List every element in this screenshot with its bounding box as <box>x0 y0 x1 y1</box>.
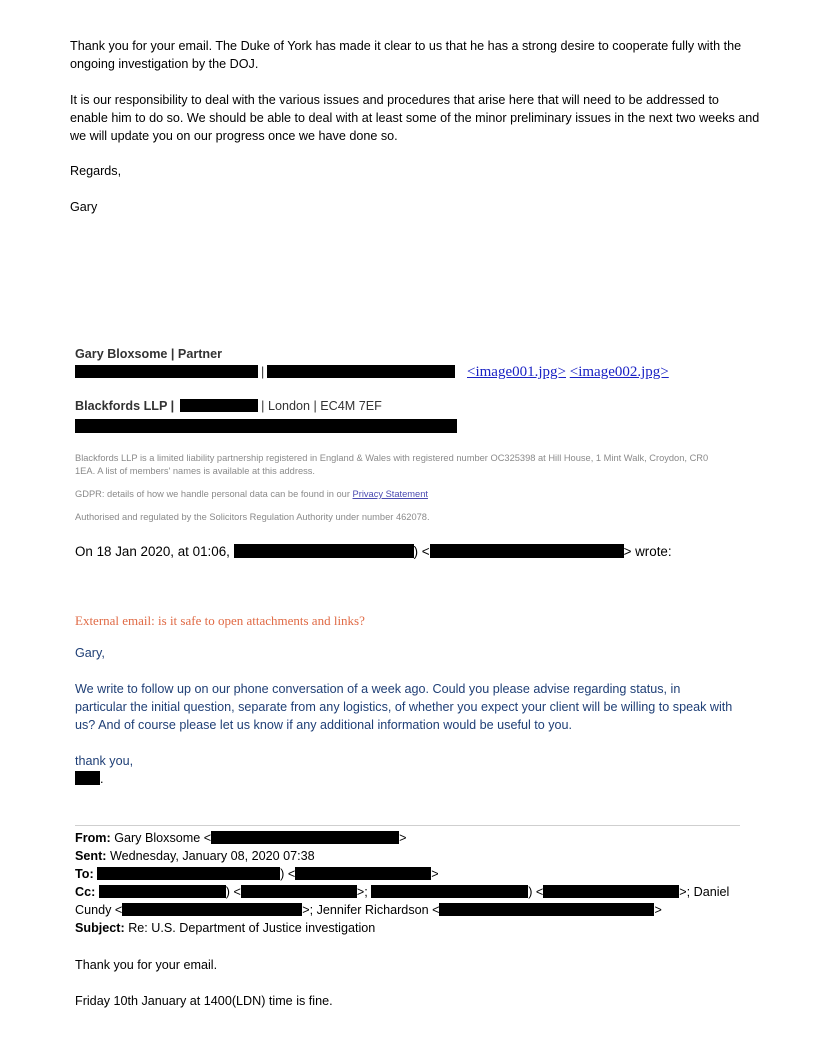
cc-sep-2: >; <box>356 885 368 899</box>
to-line <box>75 865 729 883</box>
quoted-signoff: thank you, <box>75 754 134 768</box>
redaction-bar <box>99 885 226 898</box>
redaction-bar <box>439 903 654 916</box>
gdpr-notice <box>75 488 428 501</box>
cc-line2-a: Cundy < <box>75 903 123 917</box>
reply-paragraph-1: Thank you for your email. The Duke of York has made it clear to us that he has a strong desire to cooperate fully with the ongoing investigation by the DOJ. <box>70 39 742 71</box>
earlier-body-1: Thank you for your email. <box>75 958 218 972</box>
redaction-bar <box>371 885 528 898</box>
legal-notice: Blackfords LLP is a limited liability partnership registered in England & Wales with registered number OC325398 at Hill House, 1 Mint Walk, Croydon, CR0 1EA. A list of members' names is available at this address. <box>75 453 709 476</box>
sent-line <box>75 847 729 865</box>
redaction-bar <box>211 831 399 844</box>
subject-value: Re: U.S. Department of Justice investigation <box>128 921 376 935</box>
redaction-bar <box>97 867 280 880</box>
cc-line <box>75 883 729 901</box>
redaction-bar <box>543 885 679 898</box>
gdpr-text: GDPR: details of how we handle personal data can be found in our <box>75 489 353 499</box>
cc-sep-1: ) < <box>225 885 241 899</box>
cc-label: Cc: <box>75 885 96 899</box>
redaction-bar <box>241 885 357 898</box>
firm-location: | London | EC4M 7EF <box>261 399 382 413</box>
subject-label: Subject: <box>75 921 125 935</box>
quoted-greeting: Gary, <box>75 646 105 660</box>
redaction-bar <box>122 903 302 916</box>
signature-images <box>467 364 669 381</box>
sent-value: Wednesday, January 08, 2020 07:38 <box>109 849 315 863</box>
signature-name-title: Gary Bloxsome | Partner <box>75 347 223 361</box>
signature-contact-line: | <box>75 365 455 379</box>
subject-line <box>75 919 729 937</box>
reply-paragraph-2: It is our responsibility to deal with the various issues and procedures that arise here that will need to be addressed to enable him to do so. We should be able to deal with at least some of the minor preliminary issues in the next two weeks and we will update you on our progress once we have done so. <box>70 93 760 143</box>
cc-sep-3: ) < <box>528 885 544 899</box>
external-email-warning: External email: is it safe to open attachments and links? <box>75 613 365 628</box>
image002-link[interactable]: <image002.jpg> <box>569 364 669 380</box>
privacy-statement-link[interactable]: Privacy Statement <box>352 489 428 499</box>
signature-firm-line <box>75 399 382 413</box>
quoted-header-suffix: > wrote: <box>623 544 672 559</box>
to-label: To: <box>75 867 94 881</box>
from-value: Gary Bloxsome < <box>114 831 212 845</box>
redaction-bar <box>180 399 258 412</box>
earlier-body-2: Friday 10th January at 1400(LDN) time is fine. <box>75 994 333 1008</box>
redaction-bar <box>234 544 414 558</box>
cc-line2-c: > <box>654 903 662 917</box>
earlier-email-header <box>75 829 729 937</box>
reply-signer: Gary <box>70 200 98 214</box>
redaction-bar <box>295 867 431 880</box>
authorised-notice: Authorised and regulated by the Solicitors Regulation Authority under number 462078. <box>75 512 430 522</box>
cc-sep-4: >; Daniel <box>679 885 730 899</box>
quoted-signer <box>75 771 104 786</box>
quoted-header-mid: ) < <box>413 544 430 559</box>
separator-line <box>75 825 740 826</box>
sent-label: Sent: <box>75 849 107 863</box>
redaction-bar <box>75 365 258 378</box>
cc-line-2 <box>75 901 729 919</box>
from-line <box>75 829 729 847</box>
from-label: From: <box>75 831 111 845</box>
redaction-bar <box>75 419 457 433</box>
redaction-bar <box>430 544 624 558</box>
quoted-header <box>75 544 672 559</box>
quoted-header-prefix: On 18 Jan 2020, at 01:06, <box>75 544 230 559</box>
quoted-body: We write to follow up on our phone conversation of a week ago. Could you please advise regarding status, in particular the initial question, separate from any logistics, of whether you expect your client will be willing to speak with us? And of course please let us know if any additional information would be useful to you. <box>75 682 733 732</box>
redaction-bar <box>267 365 455 378</box>
image001-link[interactable]: <image001.jpg> <box>467 364 566 380</box>
cc-line2-b: >; Jennifer Richardson < <box>302 903 440 917</box>
reply-closing: Regards, <box>70 164 122 178</box>
signer-tail: . <box>100 772 104 786</box>
from-tail: > <box>399 831 407 845</box>
firm-name: Blackfords LLP | <box>75 399 175 413</box>
to-mid: ) < <box>280 867 296 881</box>
redaction-bar <box>75 771 100 785</box>
to-tail: > <box>431 867 439 881</box>
